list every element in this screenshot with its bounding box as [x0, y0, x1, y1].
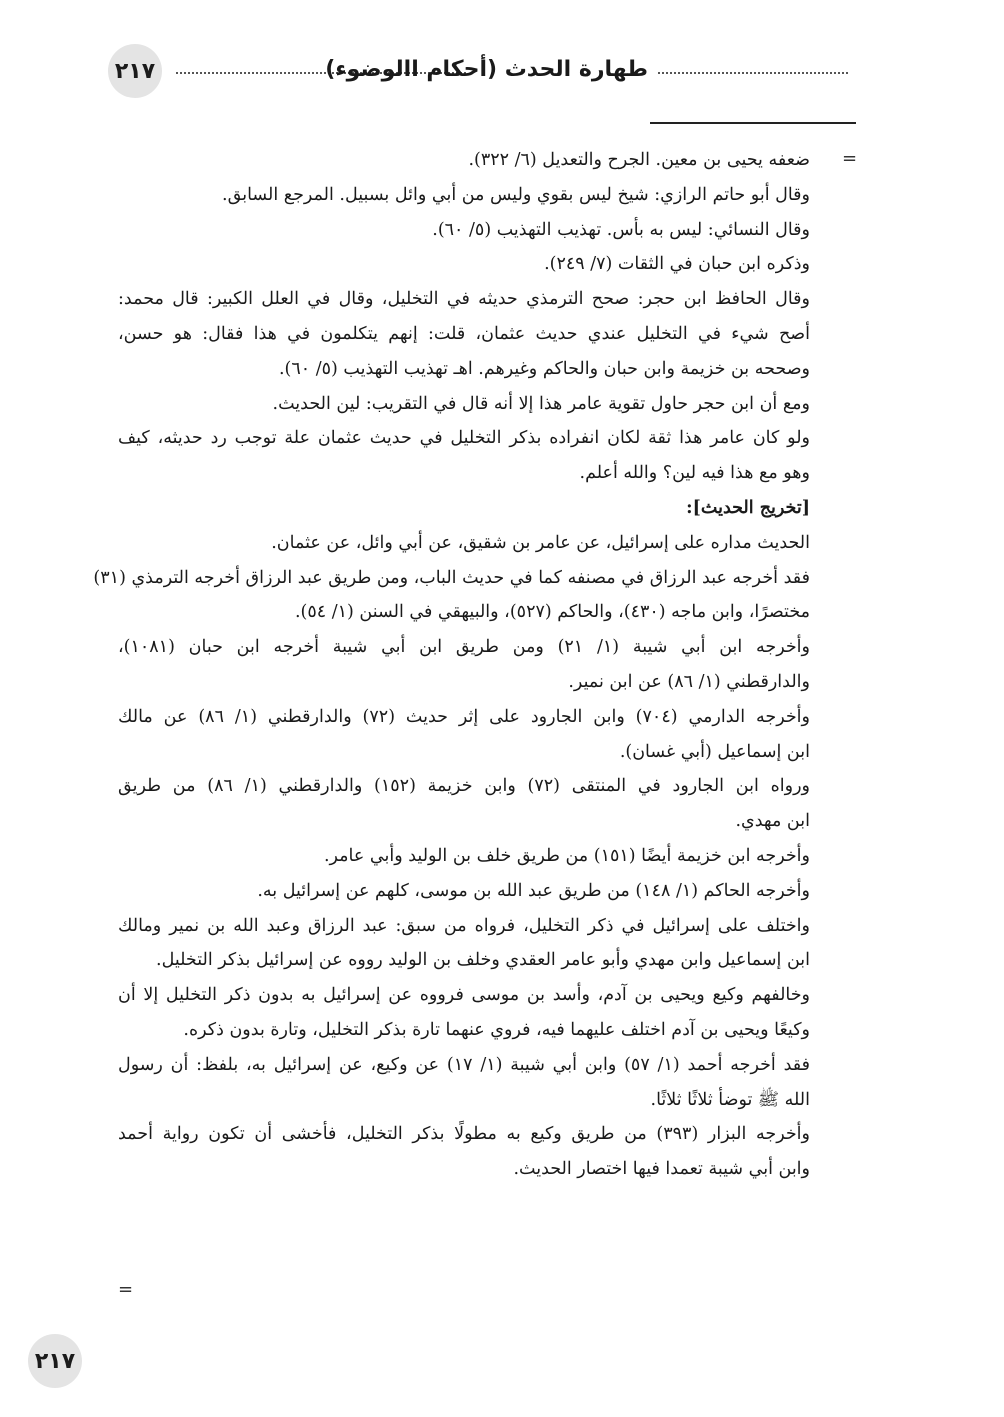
text-line: ومع أن ابن حجر حاول تقوية عامر هذا إلا أنه قال في التقريب: لين الحديث. — [272, 393, 810, 414]
text-line: وهو مع هذا فيه لين؟ والله أعلم. — [579, 463, 810, 484]
text-line: ابن إسماعيل وابن مهدي وأبو عامر العقدي وخلف بن الوليد رووه عن إسرائيل بذكر التخليل. — [156, 950, 810, 971]
section-heading: [تخريج الحديث]: — [686, 497, 810, 518]
text-line: مختصرًا، وابن ماجه (٤٣٠)، والحاكم (٥٢٧)، والبيهقي في السنن (١/ ٥٤). — [294, 602, 810, 623]
text-line: وأخرجه ابن خزيمة أيضًا (١٥١) من طريق خلف بن الوليد وأبي عامر. — [323, 845, 810, 866]
text-line: واختلف على إسرائيل في ذكر التخليل، فرواه من سبق: عبد الرزاق وعبد الله بن نمير ومالك — [118, 915, 810, 936]
text-line: وأخرجه الحاكم (١/ ١٤٨) من طريق عبد الله بن موسى، كلهم عن إسرائيل به. — [257, 880, 810, 901]
text-line: وأخرجه الدارمي (٧٠٤) وابن الجارود على إثر حديث (٧٢) والدارقطني (١/ ٨٦) عن مالك — [118, 706, 810, 727]
running-header — [108, 44, 848, 100]
footer-page-number: ٢١٧ — [28, 1334, 82, 1388]
text-line: ورواه ابن الجارود في المنتقى (٧٢) وابن خزيمة (١٥٢) والدارقطني (١/ ٨٦) من طريق — [118, 776, 810, 797]
footnote-separator-rule — [650, 122, 856, 124]
text-line: ولو كان عامر هذا ثقة لكان انفراده بذكر التخليل في حديث عثمان علة توجب رد حديثه، كيف — [118, 428, 810, 449]
text-line: ابن مهدي. — [735, 811, 810, 832]
continuation-mark-top: = — [842, 148, 858, 169]
text-line: وكيعًا ويحيى بن آدم اختلف عليهما فيه، فروي عنهما تارة بذكر التخليل، وتارة بدون ذكره. — [183, 1019, 810, 1040]
header-page-number: ٢١٧ — [108, 44, 162, 98]
text-line: وقال النسائي: ليس به بأس. تهذيب التهذيب (٥/ ٦٠). — [432, 219, 810, 240]
text-line: وخالفهم وكيع ويحيى بن آدم، وأسد بن موسى فرووه عن إسرائيل به بدون ذكر التخليل إلا أن — [118, 985, 810, 1006]
text-line: ضعفه يحيى بن معين. الجرح والتعديل (٦/ ٣٢٢). — [468, 150, 810, 170]
text-line: وابن أبي شيبة تعمدا فيها اختصار الحديث. — [513, 1159, 810, 1180]
text-line: وأخرجه البزار (٣٩٣) من طريق وكيع به مطولًا بذكر التخليل، فأخشى أن تكون رواية أحمد — [118, 1124, 810, 1145]
header-title: طهارة الحدث (أحكام االوضوء) — [325, 57, 648, 82]
text-line: الله ﷺ توضأ ثلاثًا ثلاثًا. — [650, 1089, 810, 1110]
header-leader-dots-right — [658, 72, 848, 74]
footnote-body — [93, 143, 810, 1187]
text-line: وقال الحافظ ابن حجر: صحح الترمذي حديثه في التخليل، وقال في العلل الكبير: قال محمد: — [118, 289, 810, 310]
text-line: فقد أخرجه أحمد (١/ ٥٧) وابن أبي شيبة (١/ ١٧) عن وكيع، عن إسرائيل به، بلفظ: أن رسول — [118, 1054, 810, 1075]
text-line: وأخرجه ابن أبي شيبة (١/ ٢١) ومن طريق ابن أبي شيبة أخرجه ابن حبان (١٠٨١)، — [118, 637, 810, 658]
text-line: وصححه بن خزيمة وابن حبان والحاكم وغيرهم. اهـ تهذيب التهذيب (٥/ ٦٠). — [278, 358, 810, 379]
text-line: والدارقطني (١/ ٨٦) عن ابن نمير. — [568, 671, 810, 692]
text-line: الحديث مداره على إسرائيل، عن عامر بن شقيق، عن أبي وائل، عن عثمان. — [271, 532, 810, 553]
text-line: أصح شيء في التخليل عندي حديث عثمان، قلت: إنهم يتكلمون في هذا فقال: هو حسن، — [118, 323, 810, 344]
text-line: وقال أبو حاتم الرازي: شيخ ليس بقوي وليس من أبي وائل بسبيل. المرجع السابق. — [222, 184, 810, 205]
text-line: وذكره ابن حبان في الثقات (٧/ ٢٤٩). — [544, 254, 810, 275]
text-line: فقد أخرجه عبد الرزاق في مصنفه كما في حديث الباب، ومن طريق عبد الرزاق أخرجه الترمذي (٣١) — [93, 567, 810, 588]
text-line: ابن إسماعيل (أبي غسان). — [619, 741, 810, 762]
continuation-mark-bottom: = — [118, 1279, 134, 1300]
